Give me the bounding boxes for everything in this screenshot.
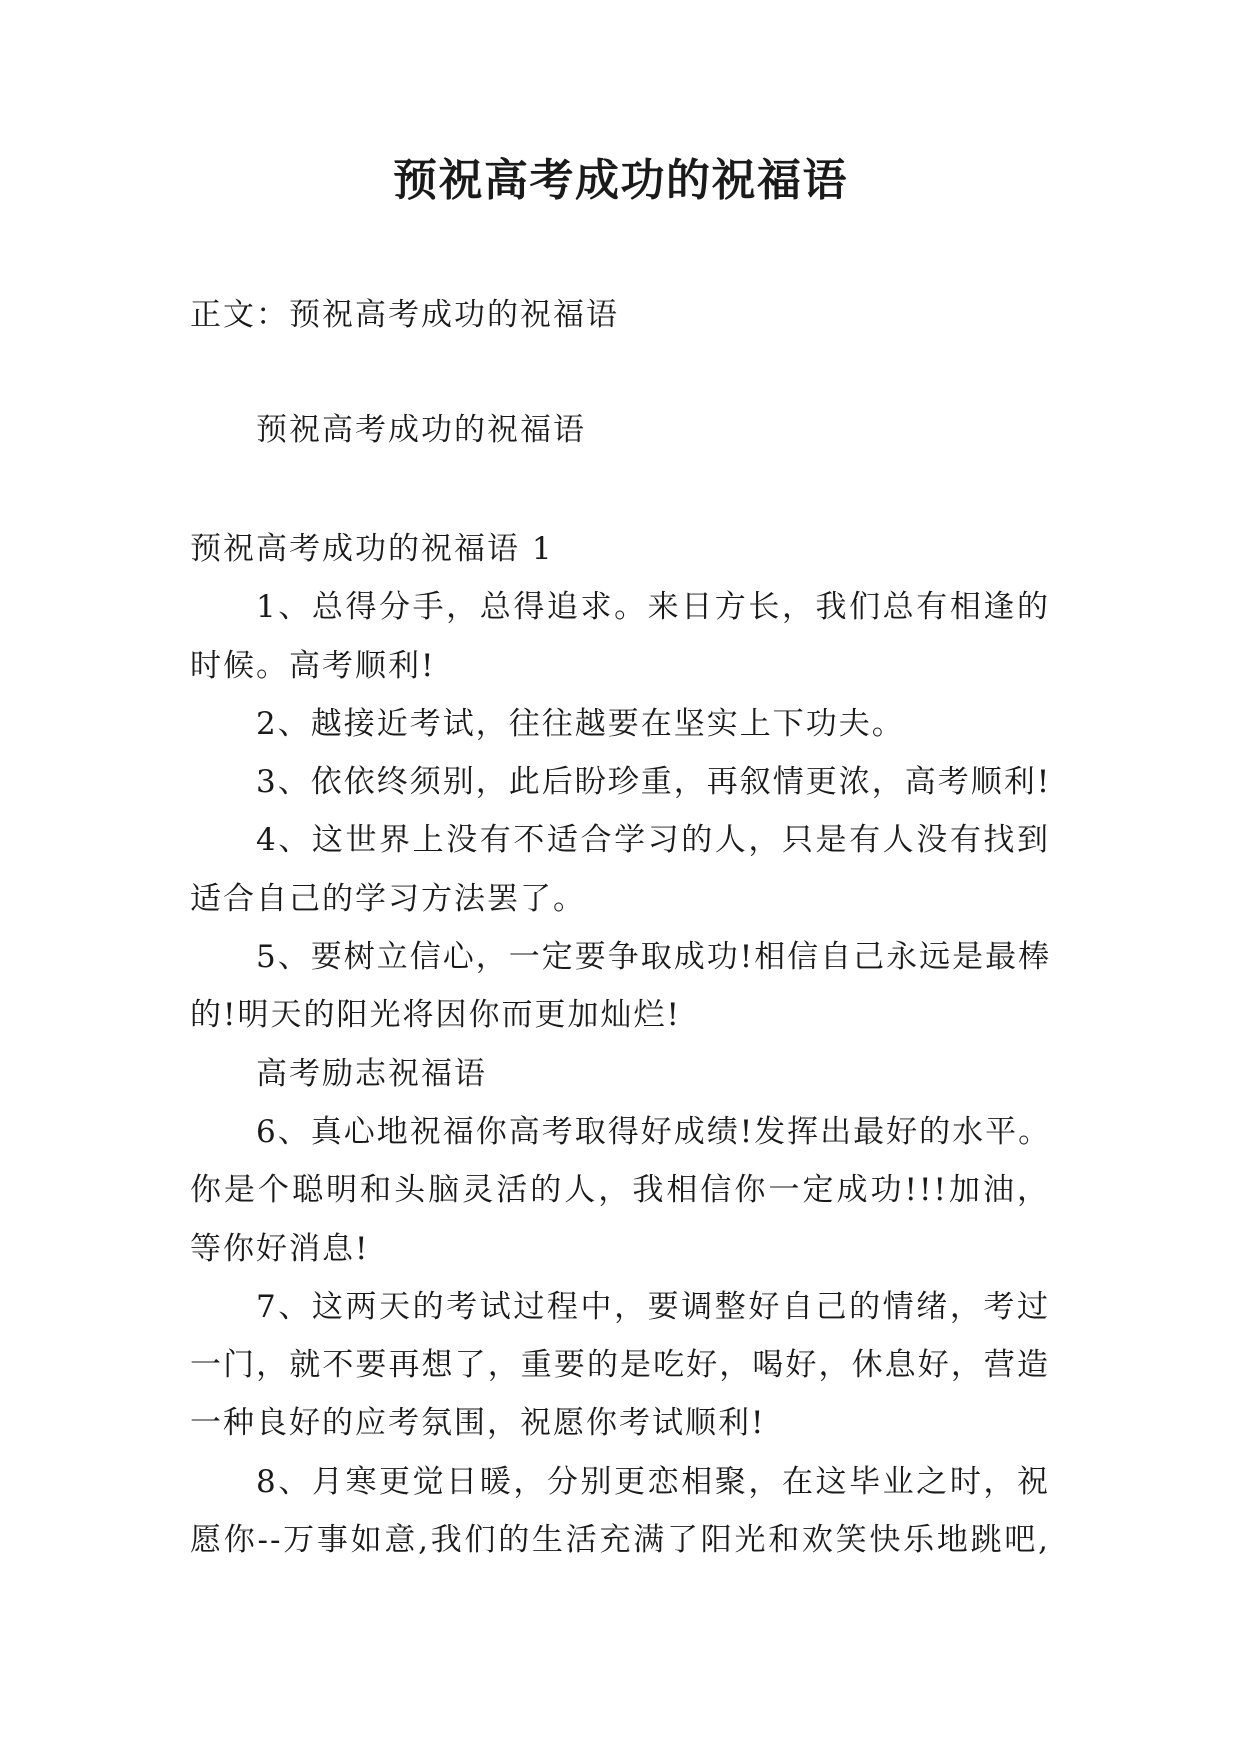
paragraph-line: 8、月寒更觉日暖，分别更恋相聚，在这毕业之时，祝 xyxy=(256,1463,1050,1500)
paragraph-line: 一门，就不要再想了，重要的是吃好，喝好，休息好，营造 xyxy=(190,1347,1050,1384)
document-title: 预祝高考成功的祝福语 xyxy=(393,155,848,206)
paragraph-line: 3、依依终须别，此后盼珍重，再叙情更浓，高考顺利! xyxy=(256,764,1052,801)
sub-heading xyxy=(190,1045,1050,1103)
paragraph-line: 你是个聪明和头脑灵活的人，我相信你一定成功!!!加油， xyxy=(190,1172,1050,1209)
section-heading: 预祝高考成功的祝福语 1 xyxy=(190,531,554,567)
paragraph-line: 时候。高考顺利! xyxy=(190,647,436,684)
paragraph-wish-7 xyxy=(190,1278,1050,1453)
sub-heading-text: 高考励志祝福语 xyxy=(256,1055,487,1092)
paragraph-line: 等你好消息! xyxy=(190,1230,370,1267)
paragraph-wish-4 xyxy=(190,811,1050,928)
document-subtitle: 预祝高考成功的祝福语 xyxy=(256,412,586,448)
paragraph-wish-5 xyxy=(190,928,1050,1045)
paragraph-line: 4、这世界上没有不适合学习的人，只是有人没有找到 xyxy=(256,822,1050,859)
paragraph-line: 的!明天的阳光将因你而更加灿烂! xyxy=(190,997,681,1034)
paragraph-line: 一种良好的应考氛围，祝愿你考试顺利! xyxy=(190,1405,766,1442)
paragraph-line: 适合自己的学习方法罢了。 xyxy=(190,880,586,917)
paragraph-wish-8 xyxy=(190,1453,1050,1570)
paragraph-wish-2 xyxy=(190,695,1050,753)
paragraph-wish-1 xyxy=(190,578,1050,695)
paragraph-line: 7、这两天的考试过程中，要调整好自己的情绪，考过 xyxy=(256,1288,1050,1325)
body-label: 正文：预祝高考成功的祝福语 xyxy=(190,297,619,333)
document-body xyxy=(190,520,1050,1569)
paragraph-wish-3 xyxy=(190,753,1050,811)
paragraph-line: 5、要树立信心，一定要争取成功!相信自己永远是最棒 xyxy=(256,939,1052,976)
paragraph-line: 6、真心地祝福你高考取得好成绩!发挥出最好的水平。 xyxy=(256,1113,1052,1150)
paragraph-line: 1、总得分手，总得追求。来日方长，我们总有相逢的 xyxy=(256,589,1050,626)
paragraph-line: 愿你--万事如意,我们的生活充满了阳光和欢笑快乐地跳吧, xyxy=(190,1522,1050,1559)
paragraph-line: 2、越接近考试，往往越要在坚实上下功夫。 xyxy=(256,705,905,742)
paragraph-wish-6 xyxy=(190,1103,1050,1278)
